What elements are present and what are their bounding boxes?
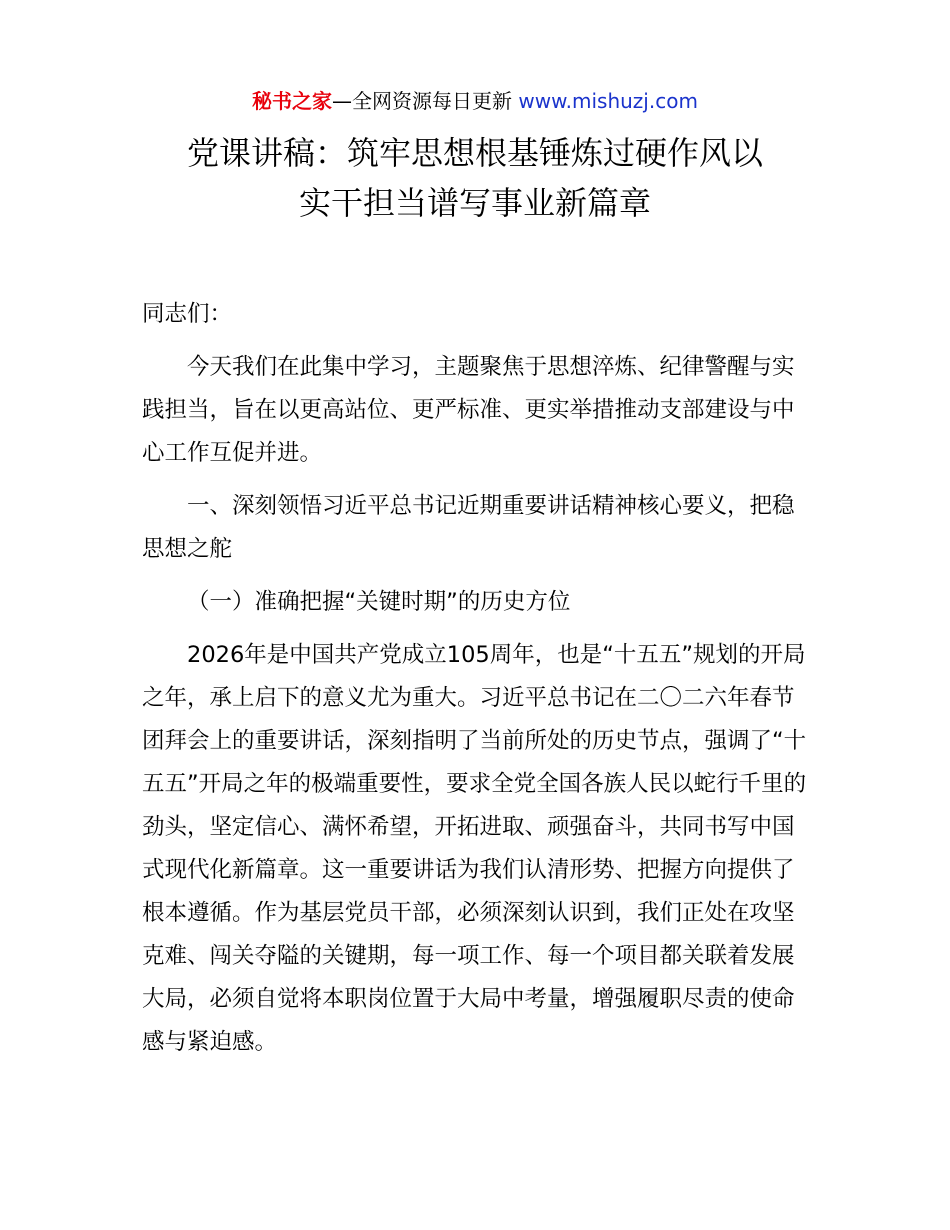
document-title-line-1: 党课讲稿：筑牢思想根基锤炼过硬作风以 bbox=[186, 134, 763, 172]
subsection-heading-1: （一）准确把握“关键时期”的历史方位 bbox=[187, 589, 571, 615]
site-header bbox=[0, 86, 950, 116]
document-body bbox=[142, 293, 812, 1064]
intro-paragraph: 今天我们在此集中学习，主题聚焦于思想淬炼、纪律警醒与实践担当，旨在以更高站位、更严标准、更实举措推动支部建设与中心工作互促并进。 bbox=[142, 354, 795, 466]
salutation: 同志们： bbox=[142, 301, 233, 327]
site-url-link[interactable]: www.mishuzj.com bbox=[518, 89, 698, 113]
document-title-line-2: 实干担当谱写事业新篇章 bbox=[298, 184, 651, 222]
body-paragraph-1: 2026年是中国共产党成立105周年，也是“十五五”规划的开局之年，承上启下的意义尤为重大。习近平总书记在二〇二六年春节团拜会上的重要讲话，深刻指明了当前所处的历史节点，强调了“十五五”开局之年的极端重要性，要求全党全国各族人民以蛇行千里的劲头，坚定信心、满怀希望，开拓进取、顽强奋斗，共同书写中国式现代化新篇章。这一重要讲话为我们认清形势、把握方向提供了根本遵循。作为基层党员干部，必须深刻认识到，我们正处在攻坚克难、闯关夺隘的关键期，每一项工作、每一个项目都关联着发展大局，必须自觉将本职岗位置于大局中考量，增强履职尽责的使命感与紧迫感。 bbox=[142, 642, 807, 1055]
header-slogan: —全网资源每日更新 bbox=[332, 89, 519, 113]
brand-name: 秘书之家 bbox=[252, 89, 333, 113]
document-title bbox=[100, 128, 850, 228]
section-heading-1: 一、深刻领悟习近平总书记近期重要讲话精神核心要义，把稳思想之舵 bbox=[142, 493, 795, 562]
